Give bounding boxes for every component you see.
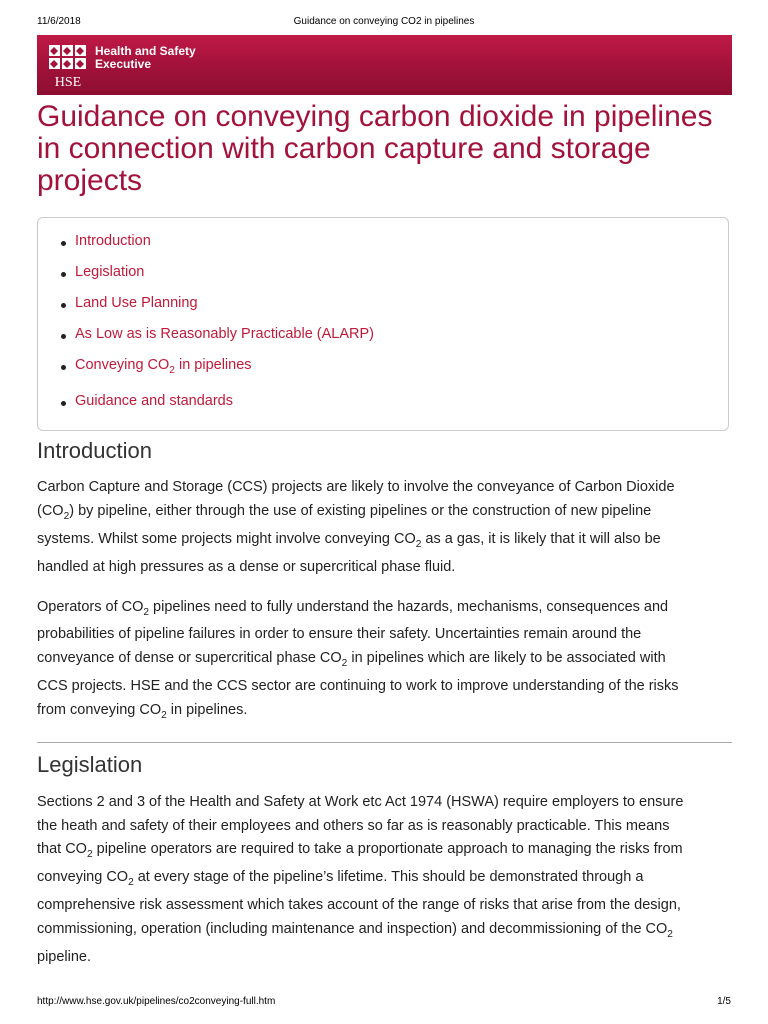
toc-item-conveying-co2 [75, 357, 252, 376]
toc-link-legislation[interactable]: Legislation [75, 264, 145, 280]
toc-item-alarp [75, 326, 374, 342]
toc-item-guidance-standards [75, 393, 233, 409]
text-line-pre: (CO [37, 503, 64, 519]
text-line [37, 531, 661, 550]
text-line-sub: 2 [415, 539, 422, 550]
text-line: Carbon Capture and Storage (CCS) projects are likely to involve the conveyance of Carbon Dioxide [37, 479, 675, 495]
text-line-sub: 2 [667, 929, 673, 940]
introduction-heading: Introduction [37, 438, 152, 463]
toc-link-introduction[interactable]: Introduction [75, 233, 151, 249]
toc-link-land-use-planning[interactable]: Land Use Planning [75, 295, 198, 311]
text-line-post: as a gas, it is likely that it will also be [421, 531, 661, 547]
text-line-pre: that CO [37, 841, 87, 857]
org-name-line1: Health and Safety [95, 44, 196, 58]
section-divider [37, 742, 732, 743]
text-line [37, 503, 652, 522]
text-line [37, 650, 666, 669]
text-line: handled at high pressures as a dense or supercritical phase fluid. [37, 559, 456, 575]
text-line [37, 921, 673, 940]
print-url: http://www.hse.gov.uk/pipelines/co2conveying-full.htm [37, 996, 276, 1007]
text-line-sub: 2 [63, 511, 70, 522]
text-line-post: in pipelines which are likely to be associated with [347, 650, 666, 666]
toc-link-conveying-co2-pre: Conveying CO [75, 357, 170, 373]
text-line [37, 599, 669, 618]
text-line [37, 841, 683, 860]
print-title: Guidance on conveying CO2 in pipelines [293, 16, 475, 27]
table-of-contents [37, 217, 729, 431]
toc-link-alarp[interactable]: As Low as is Reasonably Practicable (ALARP) [75, 326, 374, 342]
text-line: the heath and safety of their employees and others so far as is reasonably practicable. This means [37, 818, 670, 834]
text-line-sub: 2 [161, 710, 167, 721]
page-title: Guidance on conveying carbon dioxide in pipelines in connection with carbon capture and storage projects [37, 100, 713, 197]
text-line-pre: commissioning, operation (including maintenance and inspection) and decommissioning of the CO [37, 921, 668, 937]
text-line-post: pipelines need to fully understand the hazards, mechanisms, consequences and [149, 599, 669, 615]
text-line-post: ) by pipeline, either through the use of existing pipelines or the construction of new pipeline [69, 503, 652, 519]
org-name [95, 45, 196, 71]
text-line: Sections 2 and 3 of the Health and Safety at Work etc Act 1974 (HSWA) require employers to ensure [37, 794, 684, 810]
text-line [37, 702, 248, 721]
toc-item-land-use-planning [75, 295, 198, 311]
toc-link-guidance-standards[interactable]: Guidance and standards [75, 393, 233, 409]
text-line-sub: 2 [143, 607, 150, 618]
toc-link-conveying-co2-post: in pipelines [174, 357, 252, 373]
text-line-pre: conveyance of dense or supercritical phase CO [37, 650, 342, 666]
hse-logo-icon[interactable] [47, 43, 89, 89]
text-line [37, 869, 644, 888]
text-line-sub: 2 [128, 877, 134, 888]
text-line-sub: 2 [86, 849, 93, 860]
text-line-post: in pipelines. [166, 702, 248, 718]
text-line-post: pipeline operators are required to take a proportionate approach to managing the risks from [92, 841, 683, 857]
text-line-pre: Operators of CO [37, 599, 144, 615]
text-line-post: at every stage of the pipeline’s lifetime. This should be demonstrated through a [133, 869, 644, 885]
toc-item-legislation [75, 264, 144, 280]
text-line-sub: 2 [341, 658, 348, 669]
text-line: CCS projects. HSE and the CCS sector are continuing to work to improve understanding of the risks [37, 678, 679, 694]
toc-link-conveying-co2[interactable] [75, 357, 252, 376]
legislation-heading: Legislation [37, 752, 143, 777]
text-line: pipeline. [37, 949, 92, 965]
text-line: comprehensive risk assessment which takes account of the range of risks that arise from the design, [37, 897, 681, 913]
svg-text:HSE: HSE [54, 75, 82, 89]
text-line-pre: systems. Whilst some projects might involve conveying CO [37, 531, 416, 547]
toc-item-introduction [75, 233, 151, 249]
org-name-line2: Executive [95, 57, 152, 71]
text-line: probabilities of pipeline failures in order to ensure their safety. Uncertainties remain around the [37, 626, 642, 642]
toc-link-conveying-co2-sub: 2 [169, 365, 175, 376]
text-line-pre: conveying CO [37, 869, 129, 885]
print-date: 11/6/2018 [37, 16, 81, 27]
page-number: 1/5 [717, 996, 731, 1007]
hse-banner [37, 35, 732, 95]
text-line-pre: from conveying CO [37, 702, 162, 718]
